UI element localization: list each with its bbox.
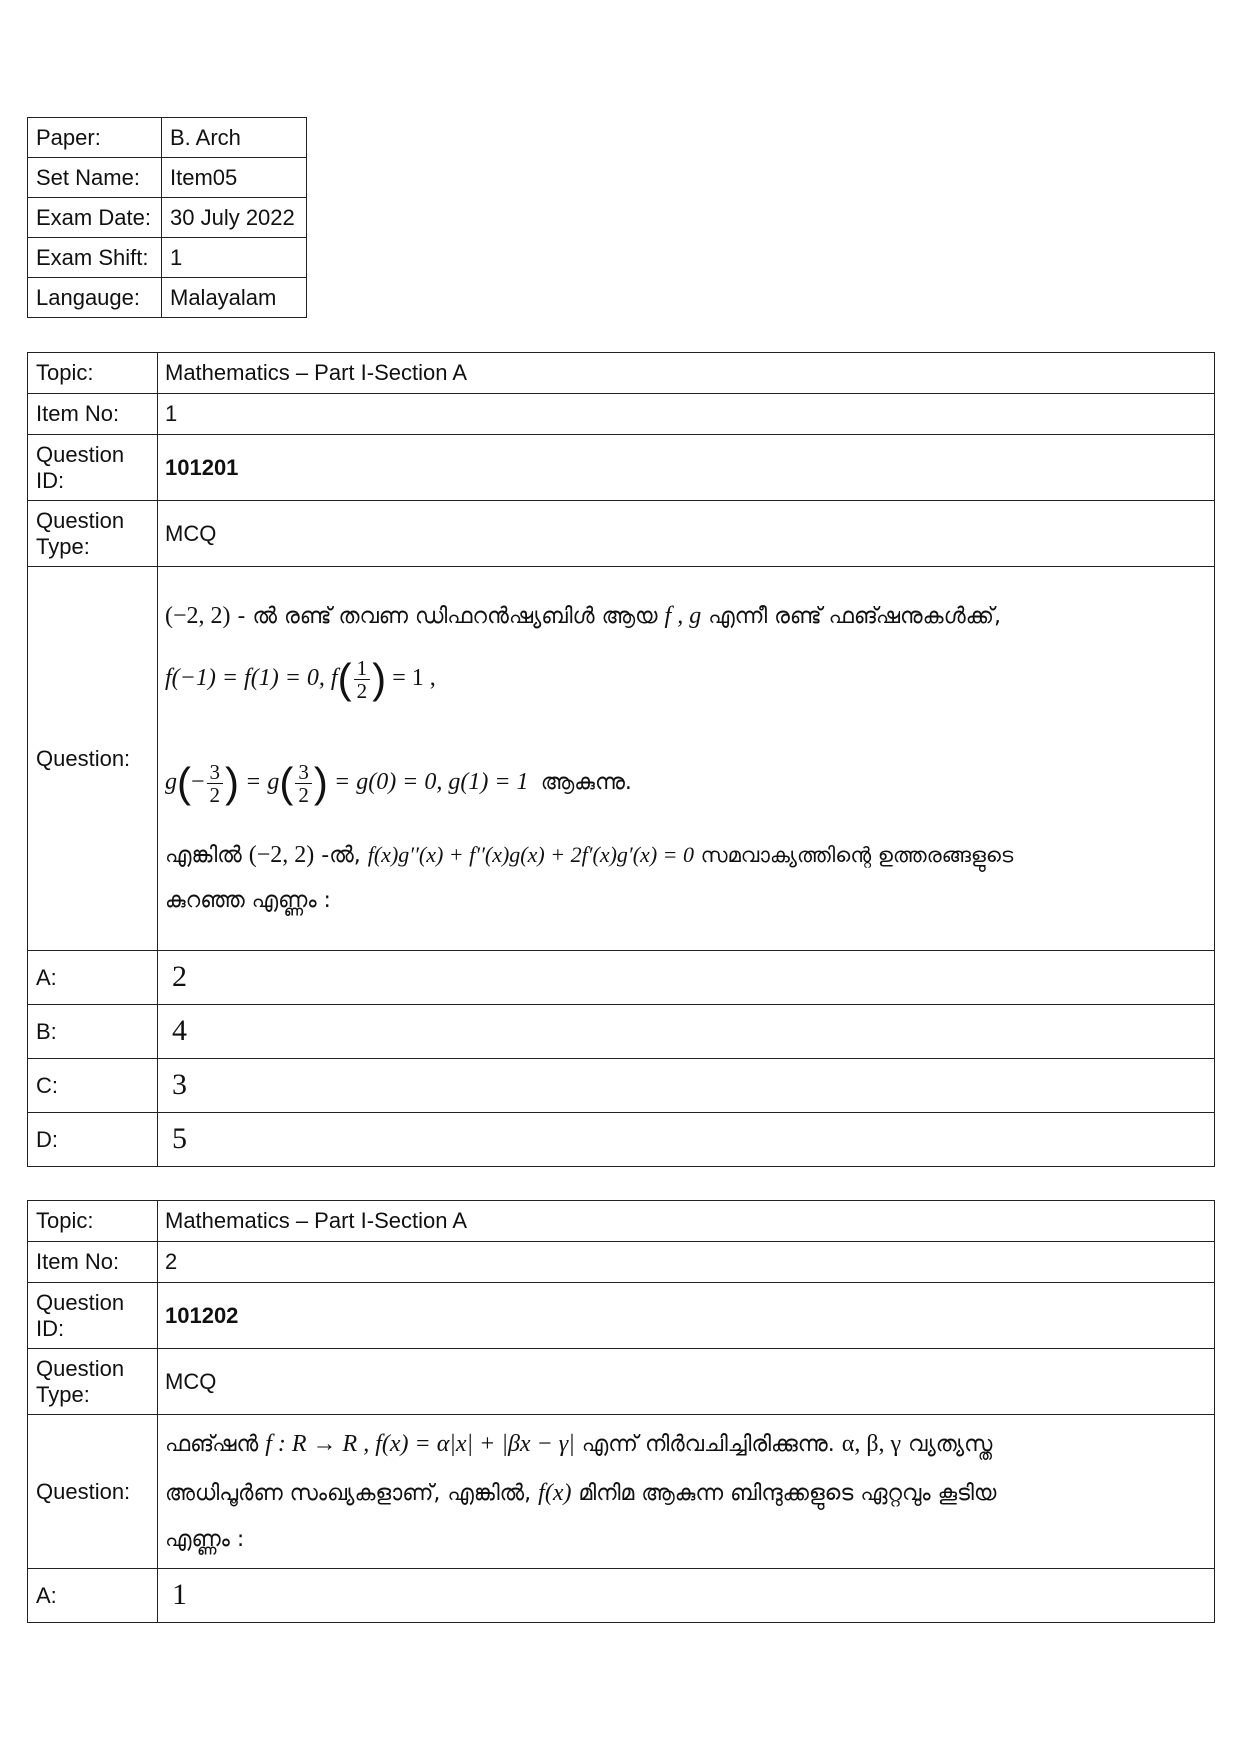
option-a-label: A: [28, 1569, 158, 1623]
question-label: Question: [28, 1415, 158, 1569]
option-b-value: 4 [158, 1005, 1215, 1059]
item-no-value: 1 [158, 394, 1215, 435]
meta-label: Exam Shift: [28, 238, 162, 278]
question-type-label: Question Type: [28, 1349, 158, 1415]
option-d-label: D: [28, 1113, 158, 1167]
question-id-value: 101202 [158, 1283, 1215, 1349]
question-text: -ൽ, [314, 842, 368, 868]
option-a-row [28, 1569, 1215, 1623]
question-id-row [28, 1283, 1215, 1349]
topic-row [28, 1201, 1215, 1242]
question-id-label: Question ID: [28, 1283, 158, 1349]
item-no-row [28, 394, 1215, 435]
option-b-row [28, 1005, 1215, 1059]
meta-value: 30 July 2022 [162, 198, 307, 238]
question-text: എന്നീ രണ്ട് ഫങ്ഷനുകൾക്ക്, [701, 604, 1001, 630]
math-expression: f : R → R , f(x) = α|x| + |βx − γ| [265, 1430, 575, 1457]
option-a-label: A: [28, 951, 158, 1005]
question-line-3 [165, 1520, 1207, 1558]
item-no-label: Item No: [28, 394, 158, 435]
question-label: Question: [28, 567, 158, 951]
option-d-value: 5 [158, 1113, 1215, 1167]
meta-row-language [28, 278, 307, 318]
meta-label: Paper: [28, 118, 162, 158]
math-interval: (−2, 2) [248, 841, 315, 868]
question-line-2 [165, 1474, 1207, 1514]
question-text: കുറഞ്ഞ എണ്ണം : [165, 888, 331, 914]
item-no-label: Item No: [28, 1242, 158, 1283]
question-id-value: 101201 [158, 435, 1215, 501]
question-id-label: Question ID: [28, 435, 158, 501]
question-text: ആകുന്നു. [540, 770, 632, 796]
math-interval: (−2, 2) [165, 603, 231, 630]
meta-label: Exam Date: [28, 198, 162, 238]
question-text: ഫങ്ഷൻ [165, 1431, 266, 1457]
question-line-2: f(−1) = f(1) = 0, f( $\frac{1}{2}$ ) = 1 , [165, 655, 436, 703]
question-body [158, 567, 1215, 951]
meta-row-exam-date [28, 198, 307, 238]
math-fraction: $\frac{1}{2}$ [354, 657, 371, 702]
meta-row-set-name [28, 158, 307, 198]
question-text: മിനിമ ആകുന്ന ബിന്ദുക്കളുടെ ഏറ്റവും കൂടിയ [571, 1481, 997, 1507]
question-text: വ്യത്യസ്ത [901, 1431, 993, 1457]
question-text: സമവാക്യത്തിന്റെ ഉത്തരങ്ങളുടെ [694, 842, 1014, 867]
math-expression: f(x) [538, 1480, 572, 1507]
topic-label: Topic: [28, 353, 158, 394]
question-row [28, 1415, 1215, 1569]
question-id-row [28, 435, 1215, 501]
meta-value: Item05 [162, 158, 307, 198]
math-fraction: $\frac{3}{2}$ [207, 761, 224, 806]
option-b-label: B: [28, 1005, 158, 1059]
math-expression: g [165, 769, 177, 796]
question-row [28, 567, 1215, 951]
math-equation: f(x)g′′(x) + f′′(x)g(x) + 2f′(x)g′(x) = 0 [367, 841, 694, 867]
option-c-value: 3 [158, 1059, 1215, 1113]
meta-value: Malayalam [162, 278, 307, 318]
math-greek: α, β, γ [841, 1430, 902, 1457]
meta-label: Langauge: [28, 278, 162, 318]
question-text: എണ്ണം : [165, 1526, 245, 1552]
exam-meta-table [27, 117, 307, 318]
question-text: എങ്കിൽ [165, 842, 249, 868]
math-expression: = g(0) = 0, g(1) = 1 [334, 769, 529, 796]
option-c-row [28, 1059, 1215, 1113]
meta-value: 1 [162, 238, 307, 278]
topic-value: Mathematics – Part I-Section A [158, 1201, 1215, 1242]
math-functions: f , g [664, 603, 702, 630]
question-item-1 [27, 352, 1215, 1167]
option-a-value: 1 [158, 1569, 1215, 1623]
meta-row-exam-shift [28, 238, 307, 278]
question-line-1 [165, 1425, 1207, 1465]
meta-label: Set Name: [28, 158, 162, 198]
question-type-value: MCQ [158, 1349, 1215, 1415]
math-expression: f(−1) = f(1) = 0, f [165, 665, 338, 692]
topic-row [28, 353, 1215, 394]
question-type-row [28, 501, 1215, 567]
math-expression: = 1 , [392, 665, 436, 692]
meta-value: B. Arch [162, 118, 307, 158]
question-line-3: g(− $\frac{3}{2}$ ) = g( $\frac{3}{2}$ ) = g(0) = 0, g(1) = 1 ആകുന്നു. [165, 759, 632, 807]
question-text: എന്ന് നിർവചിച്ചിരിക്കുന്നു. [574, 1431, 842, 1457]
option-d-row [28, 1113, 1215, 1167]
math-fraction: $\frac{3}{2}$ [295, 761, 312, 806]
question-item-2 [27, 1200, 1215, 1623]
topic-value: Mathematics – Part I-Section A [158, 353, 1215, 394]
question-text: - ൽ രണ്ട് തവണ ഡിഫറൻഷ്യബിൾ ആയ [230, 604, 665, 630]
question-body [158, 1415, 1215, 1569]
topic-label: Topic: [28, 1201, 158, 1242]
meta-row-paper [28, 118, 307, 158]
question-line-5 [165, 881, 1207, 919]
option-c-label: C: [28, 1059, 158, 1113]
question-type-label: Question Type: [28, 501, 158, 567]
question-text: അധിപൂർണ സംഖ്യകളാണ്, എങ്കിൽ, [165, 1481, 539, 1507]
question-type-row [28, 1349, 1215, 1415]
item-no-value: 2 [158, 1242, 1215, 1283]
question-type-value: MCQ [158, 501, 1215, 567]
math-expression: = g [245, 769, 280, 796]
item-no-row [28, 1242, 1215, 1283]
option-a-row [28, 951, 1215, 1005]
option-a-value: 2 [158, 951, 1215, 1005]
question-line-1 [165, 597, 1207, 637]
question-line-4 [165, 836, 1207, 876]
